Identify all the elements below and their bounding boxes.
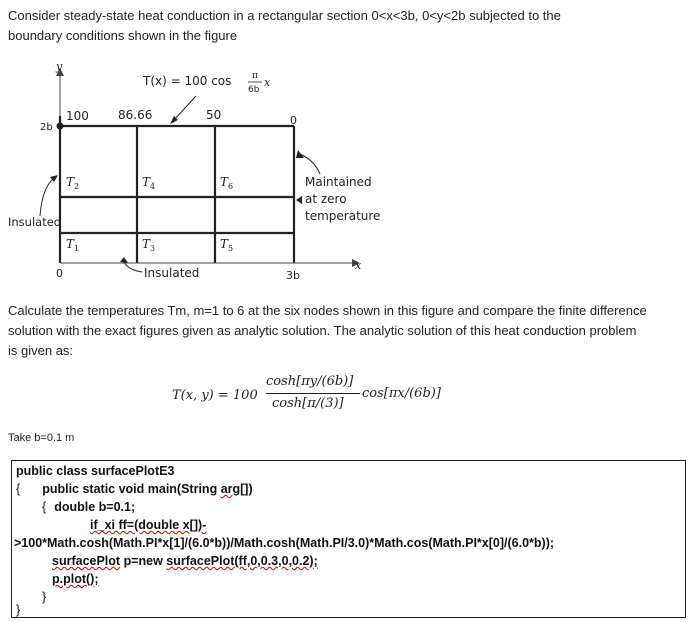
top-value-3: 50 xyxy=(206,108,222,122)
code-line-8: } xyxy=(42,590,47,604)
right-bc-line-3: temperature xyxy=(305,209,381,223)
code-line-7: p.plot(); xyxy=(52,572,99,586)
take-b-note: Take b=0.1 m xyxy=(8,432,75,444)
equation-lhs: T(x, y) = 100 xyxy=(172,388,258,403)
svg-text:T2: $T_2$ xyxy=(66,175,80,191)
code-line-6: surfacePlot p=new surfacePlot(ff,0,0.3,0,0.2); xyxy=(52,554,318,568)
right-bc-arrow-icon xyxy=(296,150,304,158)
code-line-3: { double b=0.1; xyxy=(42,500,136,514)
node-T1 xyxy=(66,237,79,253)
right-bc-side-arrow-icon xyxy=(296,196,302,204)
node-T2 xyxy=(66,175,79,191)
left-bc: Insulated xyxy=(8,215,62,229)
node-T6 xyxy=(220,175,233,191)
svg-text:T3: $T_3$ xyxy=(142,237,156,253)
equation-rhs: cos[πx/(6b)] xyxy=(362,386,441,401)
svg-text:T4: $T_4$ xyxy=(142,175,156,191)
right-bc-line-2: at zero xyxy=(305,192,347,206)
top-bc-var: x xyxy=(264,76,271,89)
y-axis-label: y xyxy=(56,60,63,73)
intro-paragraph: Consider steady-state heat conduction in a rectangular section 0<x<3b, 0<y<2b subjected to the boundary conditions shown in the figure xyxy=(8,8,561,43)
top-bc-pointer xyxy=(174,96,196,120)
code-block xyxy=(11,460,686,618)
code-line-4: if_xi ff=(double x[])- xyxy=(90,518,207,532)
code-open-brace: { xyxy=(16,482,21,496)
code-line-2: { public static void main(String arg[]) xyxy=(16,482,253,496)
node-T4 xyxy=(142,175,155,191)
grid xyxy=(60,116,294,263)
y-tick-2b: 2b xyxy=(40,122,53,133)
equation-fraction-bar xyxy=(266,393,360,394)
x-axis-label: x xyxy=(355,259,362,272)
top-value-2: 86.66 xyxy=(118,108,153,122)
equation-numerator: cosh[πy/(6b)] xyxy=(266,374,354,389)
code-line-5: >100*Math.cosh(Math.PI*x[1]/(6.0*b))/Math.cosh(Math.PI/3.0)*Math.cos(Math.PI*x[0]/(6.0*b)); xyxy=(14,536,555,550)
left-bc-pointer xyxy=(40,178,54,216)
svg-text:T1: $T_1$ xyxy=(66,237,80,253)
top-value-1: 100 xyxy=(66,109,89,123)
bottom-bc: Insulated xyxy=(144,266,200,280)
question-paragraph: Calculate the temperatures Tm, m=1 to 6 at the six nodes shown in this figure and compare the finite difference solution with the exact figures given as analytic solution. The analytic solution of this heat conduction problem is given as: xyxy=(8,303,647,358)
top-value-4: 0 xyxy=(290,114,297,127)
top-bc-frac-num: π xyxy=(252,71,258,81)
node-T5 xyxy=(220,237,233,253)
code-line-1: public class surfacePlotE3 xyxy=(16,464,175,478)
x-tick-3b: 3b xyxy=(286,269,300,282)
heat-conduction-figure xyxy=(0,58,400,298)
code-line-9: } xyxy=(16,603,21,617)
y-tick-dot xyxy=(57,123,64,130)
analytic-equation xyxy=(170,370,480,420)
svg-text:T5: $T_5$ xyxy=(220,237,234,253)
top-bc-frac-den: 6b xyxy=(248,85,260,95)
equation-denominator: cosh[π/(3)] xyxy=(272,396,344,411)
svg-text:T6: $T_6$ xyxy=(220,175,234,191)
right-bc-line-1: Maintained xyxy=(305,175,372,189)
x-origin: 0 xyxy=(56,267,63,280)
bottom-bc-arrow-icon xyxy=(120,257,128,263)
node-T3 xyxy=(142,237,155,253)
top-bc: T(x) = 100 cos xyxy=(143,74,232,88)
